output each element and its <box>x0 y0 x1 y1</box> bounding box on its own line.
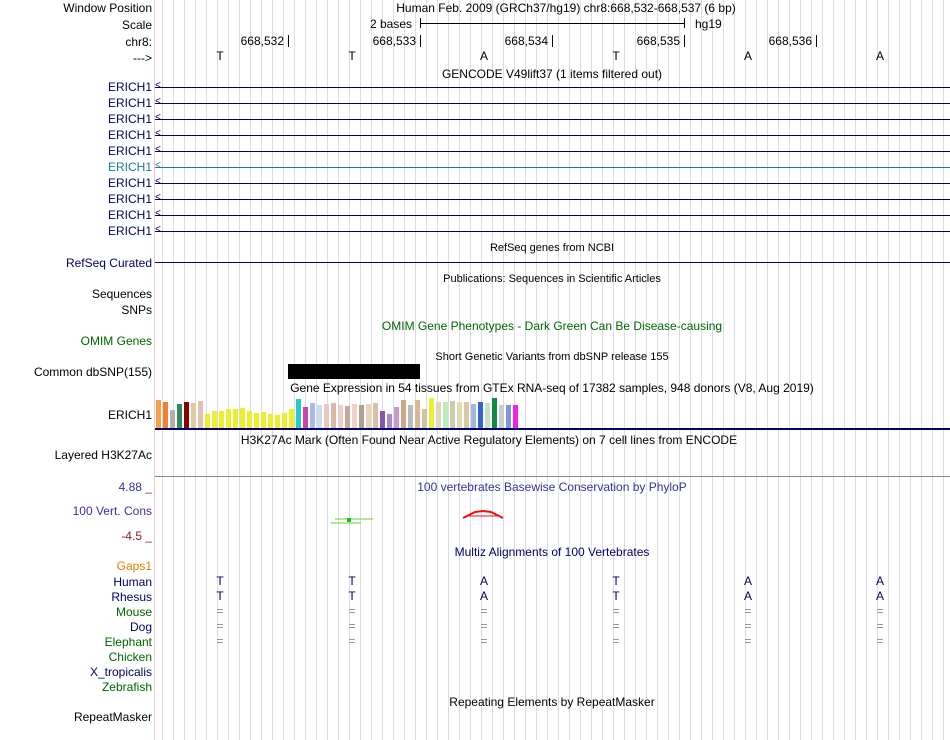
gtex-tissue-bar[interactable] <box>457 402 462 428</box>
gtex-tissue-bar[interactable] <box>282 413 287 428</box>
gtex-tissue-bar[interactable] <box>163 402 168 428</box>
gtex-tissue-bar[interactable] <box>506 405 511 428</box>
alignment-base: T <box>348 589 356 603</box>
gtex-tissue-bar[interactable] <box>198 401 203 428</box>
gtex-tissue-bar[interactable] <box>156 400 161 428</box>
gtex-tissue-bar[interactable] <box>513 405 518 428</box>
gtex-tissue-bar[interactable] <box>296 399 301 428</box>
sequence-base: A <box>875 49 884 63</box>
conservation-min-label: -4.5 _ <box>121 529 152 543</box>
gtex-tissue-bar[interactable] <box>478 402 483 428</box>
alignment-base: = <box>348 604 356 618</box>
gtex-tissue-bar[interactable] <box>170 410 175 428</box>
gencode-transcript-label[interactable]: ERICH1 <box>107 224 152 238</box>
conservation-green-signal[interactable] <box>325 505 385 529</box>
gencode-transcript[interactable] <box>155 145 950 157</box>
gencode-transcript-label[interactable]: ERICH1 <box>107 128 152 142</box>
alignment-base: = <box>612 634 620 648</box>
scale-label: Scale <box>121 18 152 32</box>
sequence-base: T <box>348 49 356 63</box>
alignment-base: = <box>876 604 884 618</box>
gtex-tissue-bar[interactable] <box>401 400 406 428</box>
publications-title: Publications: Sequences in Scientific Articles <box>443 273 661 285</box>
coordinate-label: 668,534 <box>504 34 548 48</box>
scale-value: 2 bases <box>370 17 413 31</box>
gencode-transcript-label[interactable]: ERICH1 <box>107 96 152 110</box>
conservation-title: 100 vertebrates Basewise Conservation by PhyloP <box>417 480 687 494</box>
strand-arrows: < <box>155 224 159 235</box>
publications-snps-label[interactable]: SNPs <box>121 303 152 317</box>
coordinate-label: 668,535 <box>636 34 680 48</box>
gencode-title: GENCODE V49lift37 (1 items filtered out) <box>441 67 663 81</box>
gtex-tissue-bar[interactable] <box>338 405 343 428</box>
refseq-title: RefSeq genes from NCBI <box>489 242 615 254</box>
omim-track-label[interactable]: OMIM Genes <box>80 334 152 348</box>
species-label[interactable]: Human <box>113 575 152 589</box>
coordinate-tick <box>288 35 289 47</box>
conservation-track-label[interactable]: 100 Vert. Cons <box>72 504 152 518</box>
publications-sequences-label[interactable]: Sequences <box>91 287 152 301</box>
species-label[interactable]: Mouse <box>115 605 152 619</box>
alignment-base: = <box>744 634 752 648</box>
gtex-bar-chart[interactable] <box>155 396 555 428</box>
gtex-tissue-bar[interactable] <box>499 405 504 428</box>
strand-label: ---> <box>133 51 152 65</box>
gencode-transcript[interactable] <box>155 225 950 237</box>
alignment-base: A <box>875 574 884 588</box>
species-label[interactable]: X_tropicalis <box>89 665 152 679</box>
gencode-transcript[interactable] <box>155 177 950 189</box>
gtex-tissue-bar[interactable] <box>184 402 189 428</box>
gtex-tissue-bar[interactable] <box>205 414 210 428</box>
gtex-tissue-bar[interactable] <box>275 415 280 428</box>
gtex-tissue-bar[interactable] <box>415 400 420 428</box>
gtex-tissue-bar[interactable] <box>331 403 336 428</box>
chrom-label: chr8: <box>125 35 152 49</box>
alignment-base: T <box>216 574 224 588</box>
alignment-base: A <box>743 574 752 588</box>
gtex-tissue-bar[interactable] <box>303 407 308 428</box>
alignment-base: = <box>216 604 224 618</box>
gencode-transcript[interactable] <box>155 81 950 93</box>
gtex-tissue-bar[interactable] <box>408 405 413 428</box>
gencode-transcript[interactable] <box>155 193 950 205</box>
strand-arrows: < <box>155 192 159 203</box>
gtex-tissue-bar[interactable] <box>317 405 322 428</box>
gtex-tissue-bar[interactable] <box>373 403 378 428</box>
gtex-tissue-bar[interactable] <box>219 411 224 428</box>
gtex-tissue-bar[interactable] <box>254 413 259 428</box>
gencode-transcript-label[interactable]: ERICH1 <box>107 192 152 206</box>
gtex-tissue-bar[interactable] <box>233 409 238 428</box>
gencode-transcript[interactable] <box>155 209 950 221</box>
alignment-base: = <box>876 619 884 633</box>
gaps-label[interactable]: Gaps1 <box>116 559 152 573</box>
refseq-gene-line[interactable] <box>155 262 950 263</box>
alignment-base: = <box>612 619 620 633</box>
gtex-title: Gene Expression in 54 tissues from GTEx RNA-seq of 17382 samples, 948 donors (V8, Aug 2019) <box>290 381 814 395</box>
omim-title: OMIM Gene Phenotypes - Dark Green Can Be Disease-causing <box>381 319 723 333</box>
track-area[interactable] <box>155 0 950 740</box>
gencode-transcript-label[interactable]: ERICH1 <box>107 160 152 174</box>
gtex-tissue-bar[interactable] <box>226 409 231 428</box>
gtex-tissue-bar[interactable] <box>247 411 252 428</box>
species-label[interactable]: Dog <box>129 620 152 634</box>
gtex-tissue-bar[interactable] <box>464 402 469 428</box>
dbsnp-variant-block[interactable] <box>288 364 420 379</box>
gtex-tissue-bar[interactable] <box>177 404 182 428</box>
gtex-tissue-bar[interactable] <box>394 407 399 428</box>
gtex-tissue-bar[interactable] <box>345 406 350 428</box>
gtex-tissue-bar[interactable] <box>212 411 217 428</box>
gencode-transcript[interactable] <box>155 97 950 109</box>
coordinate-label: 668,532 <box>240 34 284 48</box>
species-label[interactable]: Zebrafish <box>101 680 152 694</box>
coordinate-tick <box>816 35 817 47</box>
h3k27ac-title: H3K27Ac Mark (Often Found Near Active Regulatory Elements) on 7 cell lines from ENCODE <box>240 433 738 447</box>
strand-arrows: < <box>155 208 159 219</box>
gtex-tissue-bar[interactable] <box>240 408 245 428</box>
multiz-title: Multiz Alignments of 100 Vertebrates <box>454 545 650 559</box>
strand-arrows: < <box>155 176 159 187</box>
h3k27ac-track-label[interactable]: Layered H3K27Ac <box>54 448 152 462</box>
gtex-tissue-bar[interactable] <box>450 401 455 428</box>
alignment-base: = <box>480 604 488 618</box>
alignment-base: = <box>348 619 356 633</box>
gencode-transcript-label[interactable]: ERICH1 <box>107 144 152 158</box>
alignment-base: = <box>744 619 752 633</box>
gtex-tissue-bar[interactable] <box>324 404 329 428</box>
gtex-tissue-bar[interactable] <box>191 403 196 428</box>
dbsnp-title: Short Genetic Variants from dbSNP release 155 <box>435 351 669 363</box>
coordinate-label: 668,533 <box>372 34 416 48</box>
sequence-base: A <box>479 49 488 63</box>
gtex-tissue-bar[interactable] <box>436 402 441 428</box>
refseq-track-label[interactable]: RefSeq Curated <box>65 256 152 270</box>
alignment-base: T <box>612 589 620 603</box>
conservation-max-label: 4.88 _ <box>118 480 152 494</box>
alignment-base: A <box>479 574 488 588</box>
gtex-tissue-bar[interactable] <box>359 405 364 428</box>
sequence-base: A <box>743 49 752 63</box>
window-position-label: Window Position <box>63 1 152 15</box>
gtex-tissue-bar[interactable] <box>268 414 273 428</box>
alignment-base: = <box>480 634 488 648</box>
alignment-base: A <box>743 589 752 603</box>
gtex-tissue-bar[interactable] <box>380 411 385 428</box>
scale-bar <box>420 23 684 24</box>
gtex-tissue-bar[interactable] <box>289 409 294 428</box>
scale-bar-right-tick <box>684 18 685 28</box>
gtex-tissue-bar[interactable] <box>352 404 357 428</box>
gtex-track-label[interactable]: ERICH1 <box>107 408 152 422</box>
alignment-base: T <box>612 574 620 588</box>
strand-arrows: < <box>155 96 159 107</box>
alignment-base: A <box>875 589 884 603</box>
conservation-red-signal[interactable] <box>459 506 509 522</box>
coordinate-tick <box>552 35 553 47</box>
gencode-transcript-label[interactable]: ERICH1 <box>107 208 152 222</box>
dbsnp-track-label[interactable]: Common dbSNP(155) <box>33 365 152 379</box>
strand-arrows: < <box>155 144 159 155</box>
h3k27ac-baseline <box>155 476 950 477</box>
alignment-base: = <box>612 604 620 618</box>
repeatmasker-title: Repeating Elements by RepeatMasker <box>449 695 655 709</box>
alignment-base: = <box>348 634 356 648</box>
gtex-tissue-bar[interactable] <box>485 403 490 428</box>
species-label[interactable]: Rhesus <box>111 590 152 604</box>
alignment-base: = <box>744 604 752 618</box>
gtex-tissue-bar[interactable] <box>471 404 476 428</box>
repeatmasker-track-label[interactable]: RepeatMasker <box>73 710 152 724</box>
gencode-transcript-label[interactable]: ERICH1 <box>107 112 152 126</box>
gtex-tissue-bar[interactable] <box>261 412 266 428</box>
gencode-transcript[interactable] <box>155 129 950 141</box>
alignment-base: T <box>216 589 224 603</box>
gtex-tissue-bar[interactable] <box>443 402 448 428</box>
gtex-tissue-bar[interactable] <box>387 414 392 428</box>
coordinate-tick <box>684 35 685 47</box>
sequence-base: T <box>216 49 224 63</box>
gtex-tissue-bar[interactable] <box>366 404 371 428</box>
coordinate-label: 668,536 <box>768 34 812 48</box>
strand-arrows: < <box>155 160 159 171</box>
strand-arrows: < <box>155 128 159 139</box>
gtex-tissue-bar[interactable] <box>429 398 434 428</box>
gtex-tissue-bar[interactable] <box>310 403 315 428</box>
gencode-transcript[interactable] <box>155 113 950 125</box>
gtex-tissue-bar[interactable] <box>422 409 427 428</box>
gtex-tissue-bar[interactable] <box>492 398 497 428</box>
alignment-base: A <box>479 589 488 603</box>
gencode-transcript[interactable] <box>155 161 950 173</box>
alignment-base: = <box>216 619 224 633</box>
gtex-baseline <box>155 428 950 430</box>
window-position-value: Human Feb. 2009 (GRCh37/hg19) chr8:668,532-668,537 (6 bp) <box>396 1 736 15</box>
coordinate-tick <box>420 35 421 47</box>
strand-arrows: < <box>155 80 159 91</box>
gencode-transcript-label[interactable]: ERICH1 <box>107 176 152 190</box>
gencode-transcript-label[interactable]: ERICH1 <box>107 80 152 94</box>
species-label[interactable]: Elephant <box>104 635 152 649</box>
species-label[interactable]: Chicken <box>108 650 152 664</box>
scale-assembly: hg19 <box>695 17 722 31</box>
strand-arrows: < <box>155 112 159 123</box>
sequence-base: T <box>612 49 620 63</box>
alignment-base: T <box>348 574 356 588</box>
alignment-base: = <box>216 634 224 648</box>
alignment-base: = <box>876 634 884 648</box>
alignment-base: = <box>480 619 488 633</box>
